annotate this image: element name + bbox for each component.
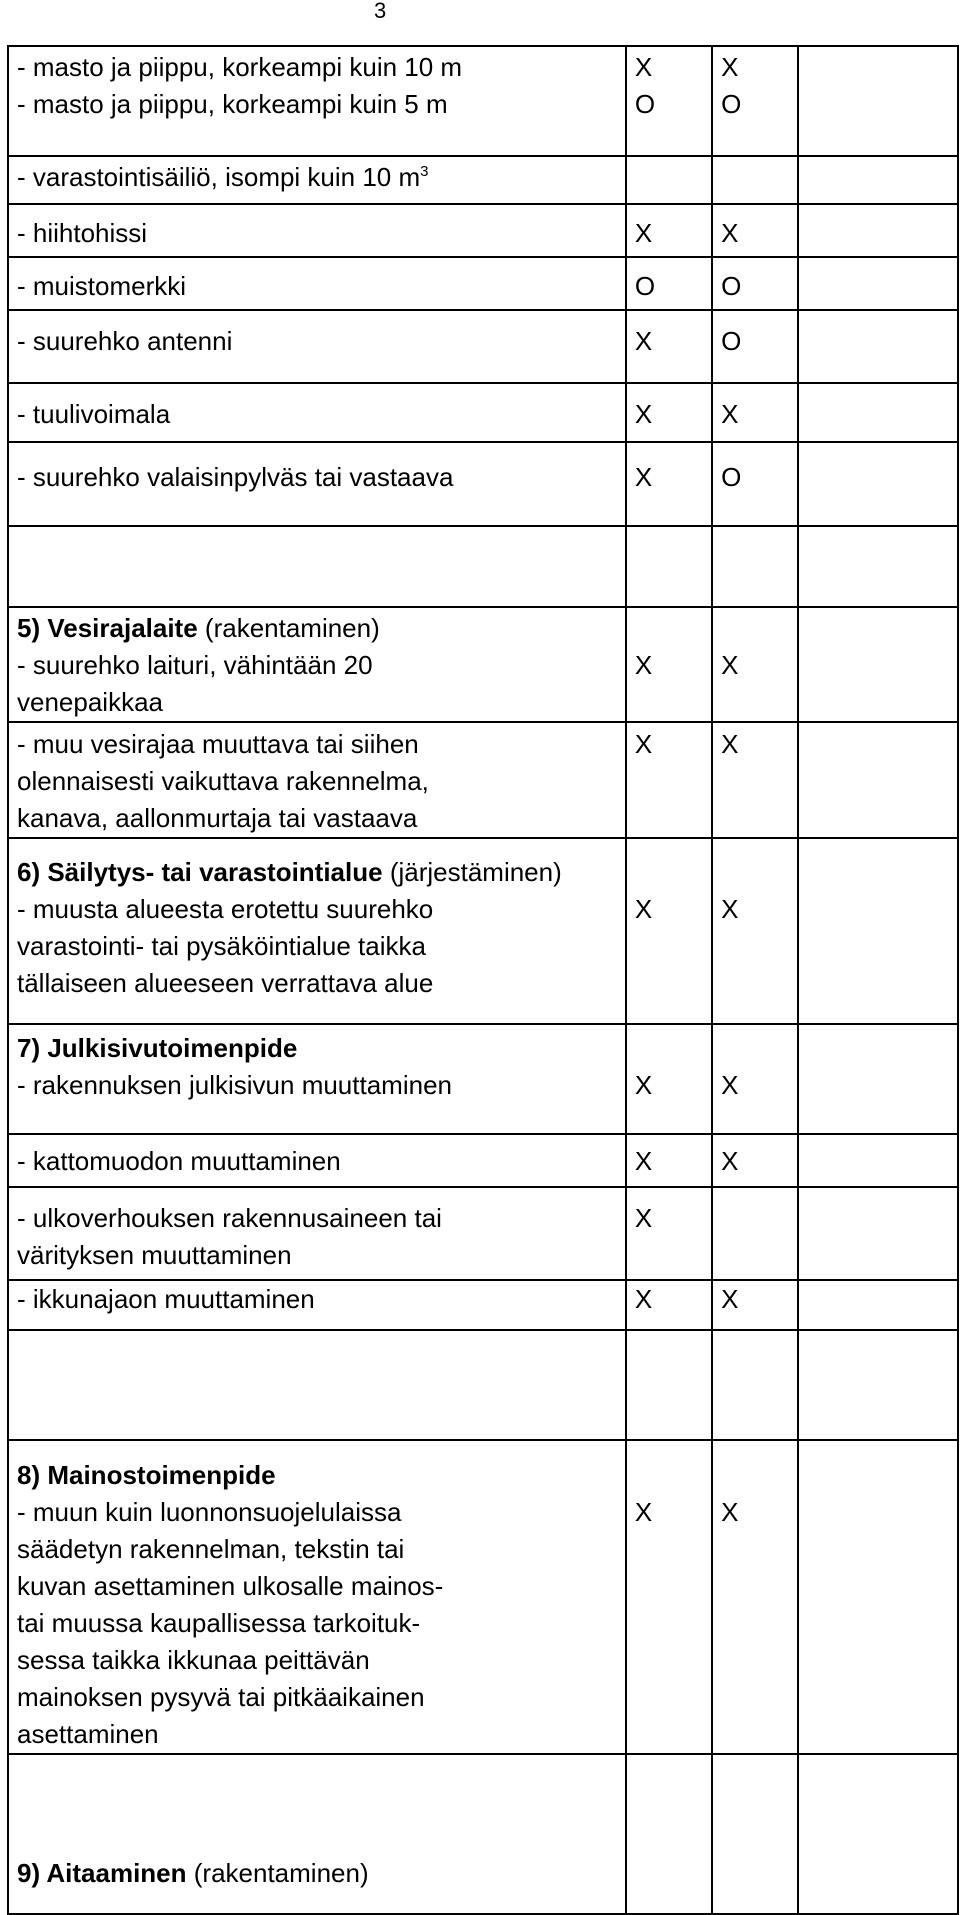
remarks-cell xyxy=(798,526,958,607)
permit-column-a-cell xyxy=(626,1024,712,1134)
remarks-cell xyxy=(798,1440,958,1754)
remarks-cell xyxy=(798,442,958,526)
description-cell xyxy=(8,1134,626,1187)
description-text: - suurehko laituri, vähintään 20 xyxy=(17,650,373,680)
description-line xyxy=(17,459,617,496)
description-text: olennaisesti vaikuttava rakennelma, xyxy=(17,766,429,796)
permit-mark: X xyxy=(634,52,653,82)
description-text: kuvan asettaminen ulkosalle mainos- xyxy=(17,1571,444,1601)
permit-column-b-cell xyxy=(712,1134,798,1187)
permit-column-b-cell xyxy=(712,204,798,257)
description-line xyxy=(17,86,617,123)
page-number: 3 xyxy=(374,0,387,23)
table-row xyxy=(8,1440,958,1754)
description-text: kanava, aallonmurtaja tai vastaava xyxy=(17,803,418,833)
permit-mark: X xyxy=(634,650,653,680)
permit-column-a-cell xyxy=(626,607,712,722)
table-row xyxy=(8,46,958,156)
description-text: tai muussa kaupallisessa tarkoituk- xyxy=(17,1608,421,1638)
permit-mark: X xyxy=(721,1497,739,1527)
permit-mark: X xyxy=(634,894,653,924)
permit-column-a-cell xyxy=(626,1280,712,1330)
permit-column-b-cell xyxy=(712,1330,798,1440)
table-row xyxy=(8,383,958,442)
description-text: - muu vesirajaa muuttava tai siihen xyxy=(17,729,419,759)
remarks-cell xyxy=(798,257,958,310)
permit-column-b-cell xyxy=(712,1440,798,1754)
description-line xyxy=(17,928,617,965)
table-row xyxy=(8,442,958,526)
description-text: - ikkunajaon muuttaminen xyxy=(17,1284,315,1314)
description-text: - suurehko valaisinpylväs tai vastaava xyxy=(17,462,454,492)
permit-mark: X xyxy=(634,218,653,248)
description-line xyxy=(17,1716,617,1753)
section-heading xyxy=(17,610,617,647)
table-row xyxy=(8,1187,958,1280)
permit-mark: O xyxy=(721,326,742,356)
permit-column-a-cell xyxy=(626,526,712,607)
remarks-cell xyxy=(798,838,958,1024)
permit-mark: X xyxy=(721,1146,739,1176)
description-text: - kattomuodon muuttaminen xyxy=(17,1146,341,1176)
permit-column-b-cell xyxy=(712,46,798,156)
description-cell xyxy=(8,46,626,156)
description-cell xyxy=(8,1440,626,1754)
description-line xyxy=(17,1679,617,1716)
permit-mark: X xyxy=(634,1497,653,1527)
description-line xyxy=(17,1237,617,1274)
permit-column-a-cell xyxy=(626,156,712,204)
permit-mark: X xyxy=(634,1284,653,1314)
description-text: sessa taikka ikkunaa peittävän xyxy=(17,1645,370,1675)
description-line xyxy=(17,647,617,684)
permit-column-a-cell xyxy=(626,204,712,257)
section-heading xyxy=(17,854,617,891)
description-cell xyxy=(8,156,626,204)
description-line xyxy=(17,726,617,763)
description-cell xyxy=(8,526,626,607)
description-line xyxy=(17,763,617,800)
permit-mark: O xyxy=(634,271,656,301)
permit-mark: X xyxy=(634,462,653,492)
unit-exponent: 3 xyxy=(420,163,429,180)
permit-mark: X xyxy=(634,1070,653,1100)
permit-column-b-cell xyxy=(712,257,798,310)
permit-mark: X xyxy=(721,52,739,82)
permit-column-a-cell xyxy=(626,257,712,310)
permit-column-a-cell xyxy=(626,722,712,838)
description-text: - tuulivoimala xyxy=(17,399,171,429)
description-cell xyxy=(8,1024,626,1134)
remarks-cell xyxy=(798,204,958,257)
permit-column-a-cell xyxy=(626,383,712,442)
description-text: asettaminen xyxy=(17,1719,159,1749)
description-line xyxy=(17,323,617,360)
description-cell xyxy=(8,1754,626,1914)
permit-column-a-cell xyxy=(626,1187,712,1280)
remarks-cell xyxy=(798,1134,958,1187)
description-text: - muusta alueesta erotettu suurehko xyxy=(17,894,434,924)
permit-column-a-cell xyxy=(626,1330,712,1440)
description-cell xyxy=(8,204,626,257)
description-text: tällaiseen alueeseen verrattava alue xyxy=(17,968,434,998)
description-text: - muistomerkki xyxy=(17,271,187,301)
permit-mark: O xyxy=(721,462,742,492)
description-line xyxy=(17,965,617,1002)
remarks-cell xyxy=(798,383,958,442)
description-text: varastointi- tai pysäköintialue taikka xyxy=(17,931,426,961)
permit-column-b-cell xyxy=(712,607,798,722)
description-cell xyxy=(8,1330,626,1440)
description-text: - varastointisäiliö, isompi kuin 10 m xyxy=(17,162,421,192)
permit-mark: O xyxy=(721,271,742,301)
description-cell xyxy=(8,1280,626,1330)
description-cell xyxy=(8,383,626,442)
table-row xyxy=(8,1754,958,1914)
permit-column-b-cell xyxy=(712,1280,798,1330)
section-heading-title: 8) Mainostoimenpide xyxy=(17,1460,276,1490)
permit-mark: X xyxy=(721,218,739,248)
table-row xyxy=(8,722,958,838)
permit-mark: X xyxy=(721,399,739,429)
permit-column-b-cell xyxy=(712,1187,798,1280)
section-heading xyxy=(17,1457,617,1494)
section-heading xyxy=(17,1030,617,1067)
description-text: - masto ja piippu, korkeampi kuin 10 m xyxy=(17,52,463,82)
description-text: - hiihtohissi xyxy=(17,218,148,248)
description-line xyxy=(17,1143,617,1180)
table-row xyxy=(8,1280,958,1330)
description-text: - muun kuin luonnonsuojelulaissa xyxy=(17,1497,402,1527)
description-line xyxy=(17,1605,617,1642)
description-line xyxy=(17,1200,617,1237)
description-cell xyxy=(8,722,626,838)
permit-mark: X xyxy=(721,1070,739,1100)
permit-column-b-cell xyxy=(712,1024,798,1134)
table-row xyxy=(8,526,958,607)
permit-column-a-cell xyxy=(626,442,712,526)
table-row xyxy=(8,257,958,310)
permit-mark: X xyxy=(634,326,653,356)
permit-mark: X xyxy=(634,1146,653,1176)
permit-column-a-cell xyxy=(626,310,712,383)
permit-column-b-cell xyxy=(712,442,798,526)
section-heading-qualifier: (rakentaminen) xyxy=(186,1858,369,1888)
section-heading-title: 5) Vesirajalaite xyxy=(17,613,198,643)
section-heading-title: 7) Julkisivutoimenpide xyxy=(17,1033,298,1063)
permit-table-body xyxy=(8,46,958,1914)
description-line xyxy=(17,1568,617,1605)
table-row xyxy=(8,204,958,257)
permit-column-b-cell xyxy=(712,722,798,838)
description-line xyxy=(17,684,617,721)
description-line xyxy=(17,215,617,252)
permit-column-b-cell xyxy=(712,383,798,442)
permit-mark: X xyxy=(721,650,739,680)
remarks-cell xyxy=(798,310,958,383)
description-cell xyxy=(8,607,626,722)
table-row xyxy=(8,607,958,722)
remarks-cell xyxy=(798,1330,958,1440)
remarks-cell xyxy=(798,46,958,156)
table-row xyxy=(8,156,958,204)
description-line xyxy=(17,1067,617,1104)
description-text: - ulkoverhouksen rakennusaineen tai xyxy=(17,1203,442,1233)
permit-column-a-cell xyxy=(626,1134,712,1187)
permit-column-a-cell xyxy=(626,1754,712,1914)
permit-column-a-cell xyxy=(626,46,712,156)
table-row xyxy=(8,310,958,383)
remarks-cell xyxy=(798,607,958,722)
description-line xyxy=(17,1281,617,1318)
section-heading-title: 6) Säilytys- tai varastointialue xyxy=(17,857,383,887)
remarks-cell xyxy=(798,1280,958,1330)
permit-mark: X xyxy=(634,399,653,429)
permit-column-b-cell xyxy=(712,1754,798,1914)
permit-mark: O xyxy=(634,89,656,119)
description-line xyxy=(17,1642,617,1679)
remarks-cell xyxy=(798,1754,958,1914)
description-text: - suurehko antenni xyxy=(17,326,233,356)
remarks-cell xyxy=(798,156,958,204)
table-row xyxy=(8,1024,958,1134)
description-cell xyxy=(8,1187,626,1280)
description-text: mainoksen pysyvä tai pitkäaikainen xyxy=(17,1682,425,1712)
permit-column-b-cell xyxy=(712,310,798,383)
permit-mark: X xyxy=(721,894,739,924)
permit-table xyxy=(7,45,959,1915)
table-row xyxy=(8,1330,958,1440)
description-text: - masto ja piippu, korkeampi kuin 5 m xyxy=(17,89,448,119)
description-text: - rakennuksen julkisivun muuttaminen xyxy=(17,1070,452,1100)
description-line xyxy=(17,268,617,305)
table-row xyxy=(8,838,958,1024)
section-heading xyxy=(17,1855,617,1892)
permit-mark: X xyxy=(721,729,739,759)
permit-column-a-cell xyxy=(626,838,712,1024)
permit-column-b-cell xyxy=(712,526,798,607)
section-heading-qualifier: (järjestäminen) xyxy=(382,857,562,887)
description-text: venepaikkaa xyxy=(17,687,163,717)
permit-mark: X xyxy=(634,729,653,759)
description-line xyxy=(17,800,617,837)
description-text: värityksen muuttaminen xyxy=(17,1240,292,1270)
remarks-cell xyxy=(798,1187,958,1280)
description-cell xyxy=(8,838,626,1024)
description-line xyxy=(17,49,617,86)
description-cell xyxy=(8,442,626,526)
description-line xyxy=(17,159,617,196)
description-line xyxy=(17,891,617,928)
section-heading-qualifier: (rakentaminen) xyxy=(197,613,380,643)
remarks-cell xyxy=(798,1024,958,1134)
description-cell xyxy=(8,257,626,310)
description-cell xyxy=(8,310,626,383)
remarks-cell xyxy=(798,722,958,838)
permit-mark: O xyxy=(721,89,742,119)
table-row xyxy=(8,1134,958,1187)
permit-column-b-cell xyxy=(712,838,798,1024)
description-line xyxy=(17,1531,617,1568)
description-line xyxy=(17,396,617,433)
section-heading-title: 9) Aitaaminen xyxy=(17,1858,187,1888)
permit-column-a-cell xyxy=(626,1440,712,1754)
permit-column-b-cell xyxy=(712,156,798,204)
description-line xyxy=(17,1494,617,1531)
permit-mark: X xyxy=(721,1284,739,1314)
permit-mark: X xyxy=(634,1203,653,1233)
description-text: säädetyn rakennelman, tekstin tai xyxy=(17,1534,405,1564)
